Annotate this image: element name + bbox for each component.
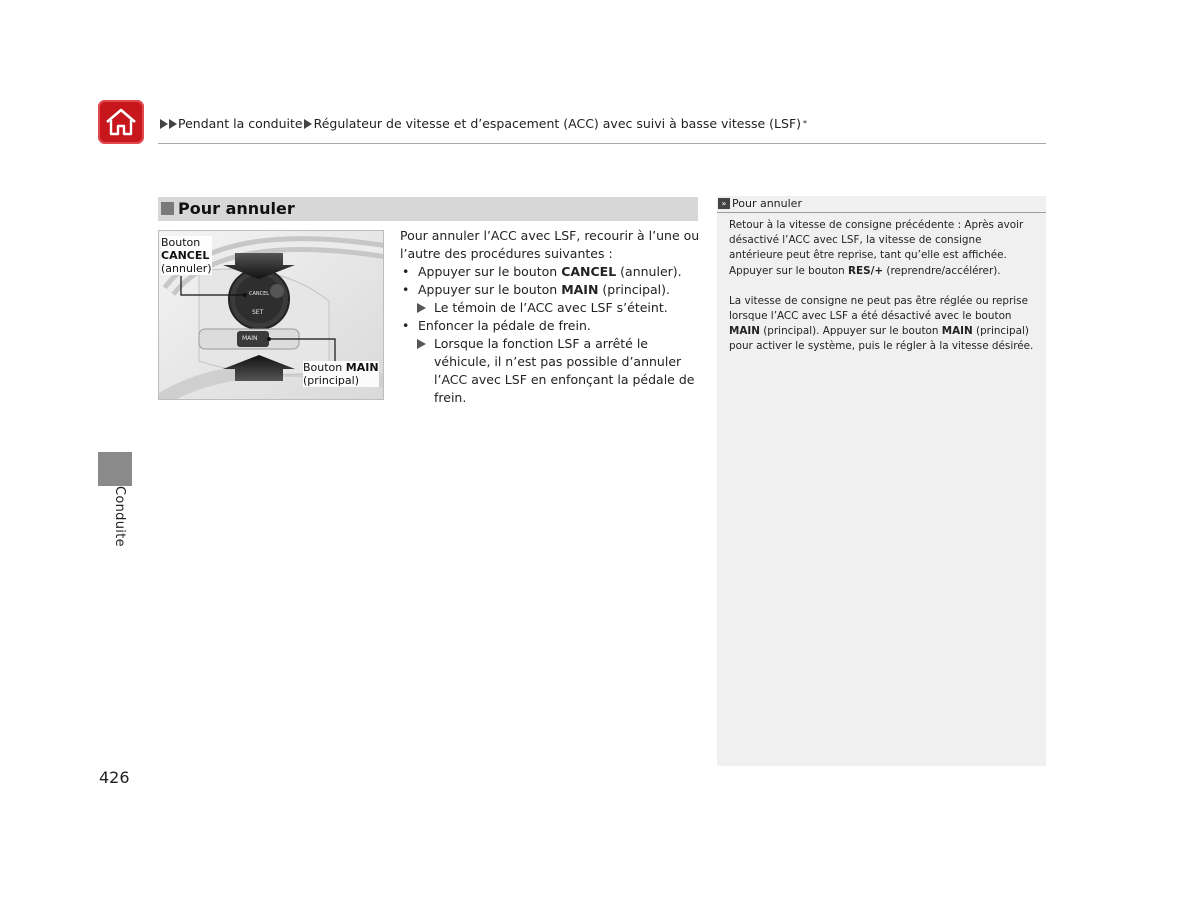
breadcrumb-arrow-icon — [304, 119, 312, 129]
callout-cancel-line1: Bouton — [161, 236, 201, 249]
breadcrumb-arrow-icon — [169, 119, 177, 129]
bullet-main: • Appuyer sur le bouton MAIN (principal). — [400, 281, 700, 299]
main-button-callout — [303, 361, 379, 387]
bullet-brake: • Enfoncer la pédale de frein. — [400, 317, 700, 335]
breadcrumb-arrow-icon — [160, 119, 168, 129]
bullet-cancel: • Appuyer sur le bouton CANCEL (annuler). — [400, 263, 700, 281]
note-paragraph-2: La vitesse de consigne ne peut pas être réglée ou reprise lorsque l’ACC avec LSF a été désactivé avec le bouton MAIN (principal). Appuyer sur le bouton MAIN (principal) pour activer le système, puis le régler à la vitesse désirée. — [729, 294, 1034, 353]
note-paragraph-1: Retour à la vitesse de consigne précédente : Après avoir désactivé l’ACC avec LSF, la vitesse de consigne antérieure peut être reprise, tant qu’elle est affichée. Appuyer sur le bouton RES/+ (reprendre/accélérer). — [729, 219, 1024, 277]
callout-cancel-line3: (annuler) — [161, 262, 212, 275]
home-icon — [104, 107, 138, 137]
instructions-text — [400, 227, 700, 407]
sub-item-lsf: Lorsque la fonction LSF a arrêté le véhicule, il n’est pas possible d’annuler l’ACC avec LSF en enfonçant la pédale de frein. — [400, 335, 700, 407]
sub-item-indicator: Le témoin de l’ACC avec LSF s’éteint. — [400, 299, 700, 317]
side-note-title: Pour annuler — [732, 197, 802, 210]
sub-arrow-icon — [417, 339, 426, 349]
home-button[interactable] — [98, 100, 144, 144]
main-button-text: MAIN — [242, 335, 258, 342]
section-title: Pour annuler — [178, 199, 295, 218]
cancel-button-text: CANCEL — [249, 291, 270, 297]
chapter-tab-label: Conduite — [112, 486, 127, 547]
breadcrumb-item-acc[interactable]: Régulateur de vitesse et d’espacement (ACC) avec suivi à basse vitesse (LSF) — [313, 116, 802, 131]
callout-main-prefix: Bouton — [303, 361, 346, 374]
section-square-icon — [161, 202, 174, 215]
cancel-button-callout — [161, 236, 212, 275]
steering-wheel-illustration — [158, 230, 384, 400]
intro-paragraph: Pour annuler l’ACC avec LSF, recourir à l’une ou l’autre des procédures suivantes : — [400, 228, 700, 261]
sub-arrow-icon — [417, 303, 426, 313]
chapter-tab[interactable] — [98, 452, 132, 486]
callout-cancel-line2: CANCEL — [161, 249, 210, 262]
callout-main-bold: MAIN — [345, 361, 379, 374]
breadcrumb — [160, 116, 807, 131]
breadcrumb-item-driving[interactable]: Pendant la conduite — [178, 116, 303, 131]
side-note-body — [729, 218, 1037, 370]
header-divider — [158, 143, 1046, 144]
set-button-text: SET — [252, 309, 264, 316]
page-number: 426 — [99, 768, 130, 787]
callout-main-line2: (principal) — [303, 374, 359, 387]
note-reference-icon: » — [718, 198, 730, 209]
asterisk-mark: * — [803, 119, 808, 128]
